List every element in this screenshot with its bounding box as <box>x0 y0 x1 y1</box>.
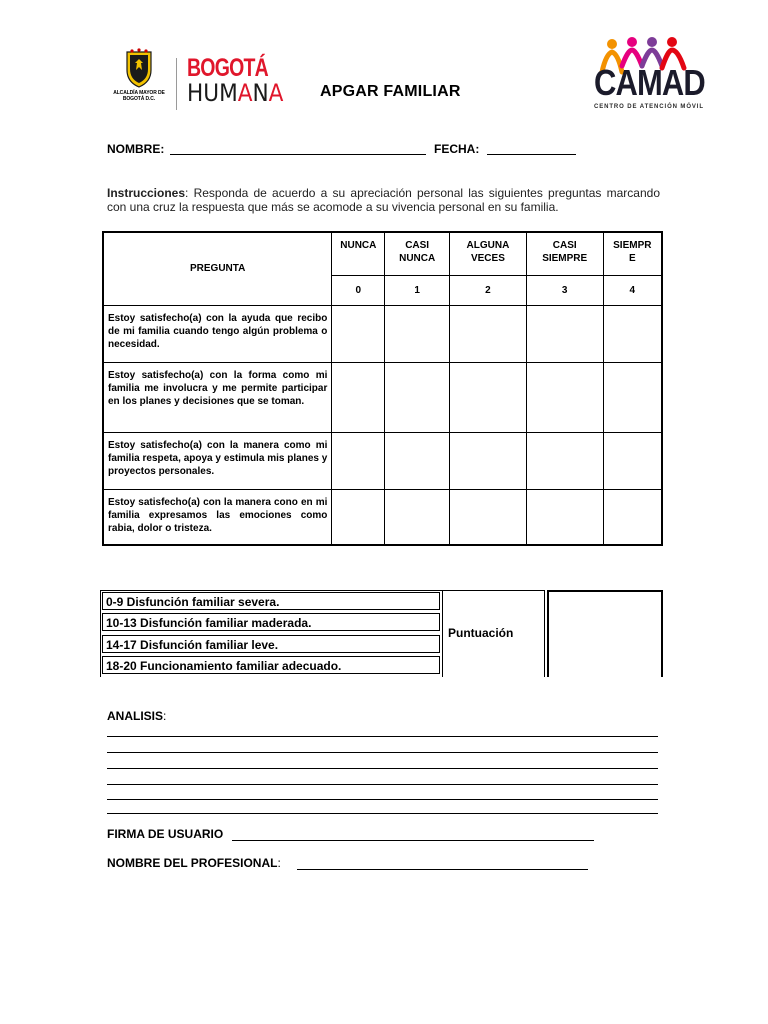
bogota-logo-bottom: HUMANA <box>187 79 284 107</box>
answer-cell[interactable] <box>526 489 603 545</box>
answer-cell[interactable] <box>526 432 603 489</box>
option-value: 1 <box>385 275 450 305</box>
answer-cell[interactable] <box>603 432 662 489</box>
analysis-line[interactable] <box>107 752 658 753</box>
coat-of-arms-icon <box>124 48 154 88</box>
apgar-table <box>102 231 663 546</box>
score-range: 18-20 Funcionamiento familiar adecuado. <box>102 656 440 674</box>
table-row <box>103 305 662 362</box>
answer-cell[interactable] <box>526 305 603 362</box>
answer-cell[interactable] <box>526 362 603 432</box>
firma-field[interactable] <box>232 840 594 841</box>
option-header: NUNCA <box>332 232 385 275</box>
analysis-line[interactable] <box>107 813 658 814</box>
profesional-field[interactable] <box>297 869 588 870</box>
analysis-line[interactable] <box>107 736 658 737</box>
bogota-logo-top: BOGOTÁ <box>187 54 268 82</box>
option-value: 2 <box>450 275 527 305</box>
table-row <box>103 489 662 545</box>
fecha-label: FECHA: <box>434 142 480 156</box>
option-header: CASI NUNCA <box>385 232 450 275</box>
option-value: 4 <box>603 275 662 305</box>
option-value: 0 <box>332 275 385 305</box>
fecha-field[interactable] <box>487 154 576 155</box>
nombre-field[interactable] <box>170 154 426 155</box>
answer-cell[interactable] <box>603 362 662 432</box>
score-range: 14-17 Disfunción familiar leve. <box>102 635 440 653</box>
alcaldia-caption: ALCALDÍA MAYOR DE BOGOTÁ D.C. <box>113 90 165 102</box>
instructions-label: Instrucciones <box>107 186 186 200</box>
table-row <box>103 362 662 432</box>
answer-cell[interactable] <box>450 362 527 432</box>
question-text: Estoy satisfecho(a) con la forma como mi familia me involucra y me permite participar en los planes y decisiones que se toman. <box>103 362 332 432</box>
nombre-label: NOMBRE: <box>107 142 165 156</box>
puntuacion-label: Puntuación <box>448 626 514 640</box>
option-header: ALGUNA VECES <box>450 232 527 275</box>
profesional-label: NOMBRE DEL PROFESIONAL: <box>107 856 281 870</box>
analysis-line[interactable] <box>107 768 658 769</box>
option-value: 3 <box>526 275 603 305</box>
answer-cell[interactable] <box>332 305 385 362</box>
camad-logo: CAMAD <box>594 62 705 103</box>
answer-cell[interactable] <box>450 432 527 489</box>
page-title: APGAR FAMILIAR <box>320 83 461 100</box>
table-row <box>103 432 662 489</box>
answer-cell[interactable] <box>385 305 450 362</box>
answer-cell[interactable] <box>603 305 662 362</box>
pregunta-header: PREGUNTA <box>103 232 332 305</box>
answer-cell[interactable] <box>603 489 662 545</box>
answer-cell[interactable] <box>385 489 450 545</box>
question-text: Estoy satisfecho(a) con la manera cono en mi familia expresamos las emociones como rabia, dolor o tristeza. <box>103 489 332 545</box>
answer-cell[interactable] <box>332 489 385 545</box>
answer-cell[interactable] <box>450 489 527 545</box>
alcaldia-logo <box>106 48 172 102</box>
firma-label: FIRMA DE USUARIO <box>107 827 224 841</box>
option-header: SIEMPR E <box>603 232 662 275</box>
analysis-line[interactable] <box>107 784 658 785</box>
analisis-label: ANALISIS: <box>107 709 167 723</box>
score-range: 10-13 Disfunción familiar maderada. <box>102 613 440 631</box>
question-text: Estoy satisfecho(a) con la manera como mi familia respeta, apoya y estimula mis planes y proyectos personales. <box>103 432 332 489</box>
puntuacion-value-field[interactable] <box>547 590 663 677</box>
instructions <box>107 186 660 214</box>
analysis-line[interactable] <box>107 799 658 800</box>
answer-cell[interactable] <box>385 432 450 489</box>
instructions-text: : Responda de acuerdo a su apreciación personal las siguientes preguntas marcando con una cruz la respuesta que más se acomode a su vivencia personal en su familia. <box>107 186 660 214</box>
score-range: 0-9 Disfunción familiar severa. <box>102 592 440 610</box>
answer-cell[interactable] <box>450 305 527 362</box>
answer-cell[interactable] <box>332 432 385 489</box>
answer-cell[interactable] <box>385 362 450 432</box>
camad-subtitle: CENTRO DE ATENCIÓN MÓVIL <box>594 104 704 110</box>
logo-divider <box>176 58 177 110</box>
option-header: CASI SIEMPRE <box>526 232 603 275</box>
answer-cell[interactable] <box>332 362 385 432</box>
question-text: Estoy satisfecho(a) con la ayuda que recibo de mi familia cuando tengo algún problema o necesidad. <box>103 305 332 362</box>
